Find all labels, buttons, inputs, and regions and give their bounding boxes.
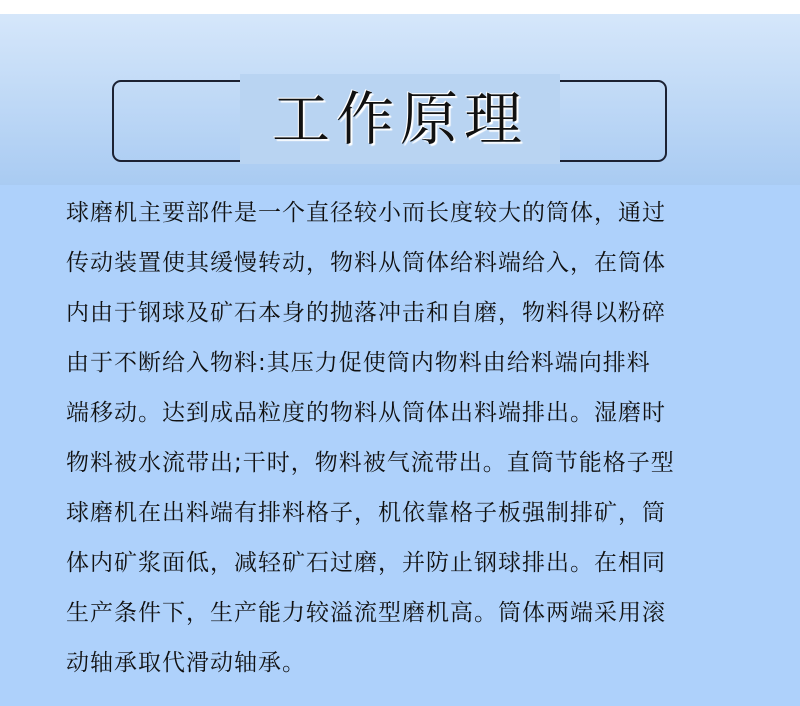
body-line: 球磨机在出料端有排料格子，机依靠格子板强制排矿，筒 [66, 500, 666, 526]
body-line: 端移动。达到成品粒度的物料从筒体出料端排出。湿磨时 [66, 400, 666, 426]
top-white-strip [0, 0, 800, 14]
page-title: 工作原理 [240, 74, 560, 164]
body-line: 球磨机主要部件是一个直径较小而长度较大的筒体，通过 [66, 200, 666, 226]
body-paragraph [66, 188, 726, 688]
body-line: 由于不断给入物料:其压力促使筒内物料由给料端向排料 [66, 350, 651, 376]
body-line: 物料被水流带出;干时，物料被气流带出。直筒节能格子型 [66, 450, 675, 476]
body-line: 体内矿浆面低，减轻矿石过磨，并防止钢球排出。在相同 [66, 550, 666, 576]
body-line: 生产条件下，生产能力较溢流型磨机高。筒体两端采用滚 [66, 600, 666, 626]
body-line: 传动装置使其缓慢转动，物料从筒体给料端给入，在筒体 [66, 250, 666, 276]
body-line: 动轴承取代滑动轴承。 [66, 650, 306, 676]
body-line: 内由于钢球及矿石本身的抛落冲击和自磨，物料得以粉碎 [66, 300, 666, 326]
